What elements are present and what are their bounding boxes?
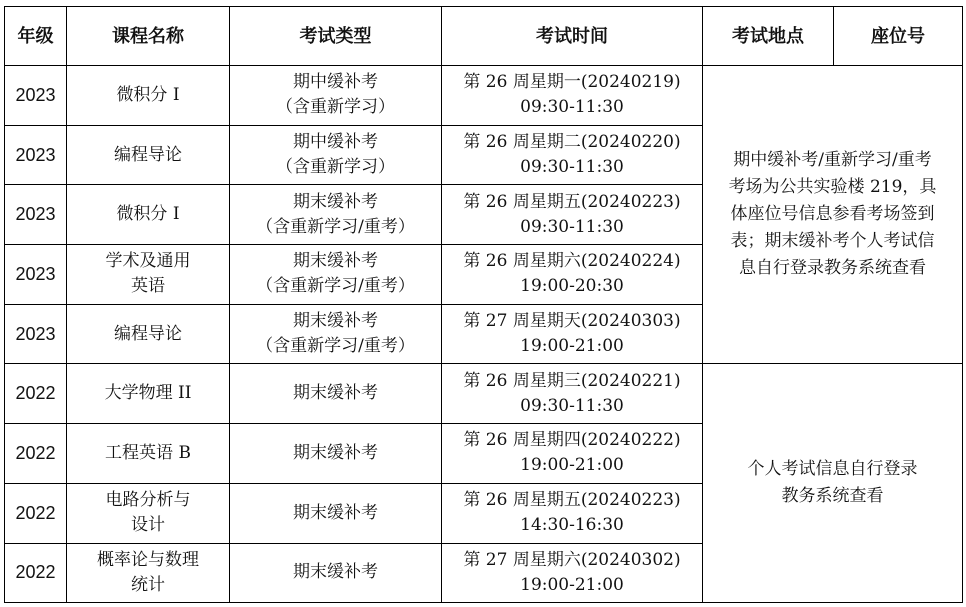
exam-time-cell (442, 125, 703, 185)
cell-line: 期末缓补考 (293, 562, 378, 583)
cell-line: 第 26 周星期四(20240222) (463, 430, 681, 451)
course-cell (67, 185, 230, 245)
exam-type-cell (230, 245, 442, 305)
cell-line: 第 27 周星期六(20240302) (463, 549, 681, 570)
year-cell: 2023 (5, 66, 67, 126)
cell-line: 期中缓补考/重新学习/重考 (733, 150, 932, 171)
header-time: 考试时间 (442, 7, 703, 66)
cell-line: （含重新学习/重考） (256, 276, 415, 297)
cell-line: 息自行登录教务系统查看 (739, 258, 926, 279)
exam-time-cell (442, 304, 703, 364)
cell-line: 期中缓补考 (293, 72, 378, 93)
cell-line: 第 26 周星期二(20240220) (463, 132, 681, 153)
cell-line: 期中缓补考 (293, 132, 378, 153)
course-cell (67, 125, 230, 185)
cell-line: （含重新学习） (276, 97, 395, 118)
cell-line: （含重新学习/重考） (256, 216, 415, 237)
course-cell (67, 483, 230, 543)
cell-line: 设计 (131, 515, 165, 536)
cell-line: 第 26 周星期五(20240223) (463, 490, 681, 511)
year-cell: 2023 (5, 245, 67, 305)
exam-time-cell (442, 483, 703, 543)
cell-line: 表；期末缓补考个人考试信 (730, 231, 935, 252)
table-row (5, 364, 963, 424)
cell-line: 第 26 周星期六(20240224) (463, 251, 681, 272)
course-cell (67, 543, 230, 603)
location-note-cell (703, 66, 963, 364)
cell-line: 考场为公共实验楼 219，具 (728, 177, 937, 198)
header-row (5, 7, 963, 66)
table-row (5, 66, 963, 126)
cell-line: 概率论与数理 (97, 549, 199, 570)
exam-time-cell (442, 66, 703, 126)
year-cell: 2022 (5, 483, 67, 543)
cell-line: （含重新学习/重考） (256, 336, 415, 357)
cell-line: （含重新学习） (276, 157, 395, 178)
cell-line: 工程英语 B (105, 442, 191, 463)
cell-line: 电路分析与 (105, 490, 191, 511)
cell-line: 期末缓补考 (293, 383, 378, 404)
cell-line: 14:30-16:30 (520, 515, 624, 536)
exam-type-cell (230, 185, 442, 245)
year-cell: 2023 (5, 125, 67, 185)
cell-line: 09:30-11:30 (520, 97, 624, 118)
exam-time-cell (442, 424, 703, 484)
cell-line: 英语 (131, 276, 165, 297)
cell-line: 编程导论 (114, 323, 182, 344)
course-cell (67, 245, 230, 305)
cell-line: 第 26 周星期一(20240219) (463, 72, 681, 93)
exam-time-cell (442, 185, 703, 245)
exam-time-cell (442, 364, 703, 424)
cell-line: 大学物理 II (104, 383, 192, 404)
cell-line: 编程导论 (114, 144, 182, 165)
course-cell (67, 304, 230, 364)
header-seat: 座位号 (834, 7, 963, 66)
location-note-cell (703, 364, 963, 603)
exam-type-cell (230, 483, 442, 543)
cell-line: 第 27 周星期天(20240303) (463, 311, 681, 332)
cell-line: 统计 (131, 574, 165, 595)
header-location: 考试地点 (703, 7, 834, 66)
cell-line: 期末缓补考 (293, 191, 378, 212)
exam-type-cell (230, 424, 442, 484)
exam-type-cell (230, 364, 442, 424)
cell-line: 微积分 I (116, 84, 180, 105)
cell-line: 第 26 周星期五(20240223) (463, 191, 681, 212)
cell-line: 09:30-11:30 (520, 395, 624, 416)
exam-time-cell (442, 245, 703, 305)
cell-line: 微积分 I (116, 204, 180, 225)
cell-line: 19:00-21:00 (520, 336, 624, 357)
exam-time-cell (442, 543, 703, 603)
header-type: 考试类型 (230, 7, 442, 66)
exam-type-cell (230, 66, 442, 126)
cell-line: 09:30-11:30 (520, 157, 624, 178)
course-cell (67, 66, 230, 126)
year-cell: 2022 (5, 543, 67, 603)
cell-line: 体座位号信息参看考场签到 (730, 204, 935, 225)
cell-line: 19:00-21:00 (520, 574, 624, 595)
header-year: 年级 (5, 7, 67, 66)
cell-line: 09:30-11:30 (520, 216, 624, 237)
exam-type-cell (230, 125, 442, 185)
cell-line: 期末缓补考 (293, 311, 378, 332)
header-course: 课程名称 (67, 7, 230, 66)
year-cell: 2022 (5, 424, 67, 484)
course-cell (67, 364, 230, 424)
exam-type-cell (230, 304, 442, 364)
year-cell: 2022 (5, 364, 67, 424)
cell-line: 19:00-21:00 (520, 455, 624, 476)
cell-line: 个人考试信息自行登录 (747, 459, 918, 480)
cell-line: 期末缓补考 (293, 442, 378, 463)
cell-line: 学术及通用 (105, 251, 191, 272)
cell-line: 期末缓补考 (293, 251, 378, 272)
course-cell (67, 424, 230, 484)
exam-type-cell (230, 543, 442, 603)
cell-line: 19:00-20:30 (520, 276, 624, 297)
year-cell: 2023 (5, 304, 67, 364)
year-cell: 2023 (5, 185, 67, 245)
exam-schedule-table (4, 6, 963, 603)
cell-line: 教务系统查看 (781, 486, 884, 507)
cell-line: 期末缓补考 (293, 502, 378, 523)
cell-line: 第 26 周星期三(20240221) (463, 370, 681, 391)
